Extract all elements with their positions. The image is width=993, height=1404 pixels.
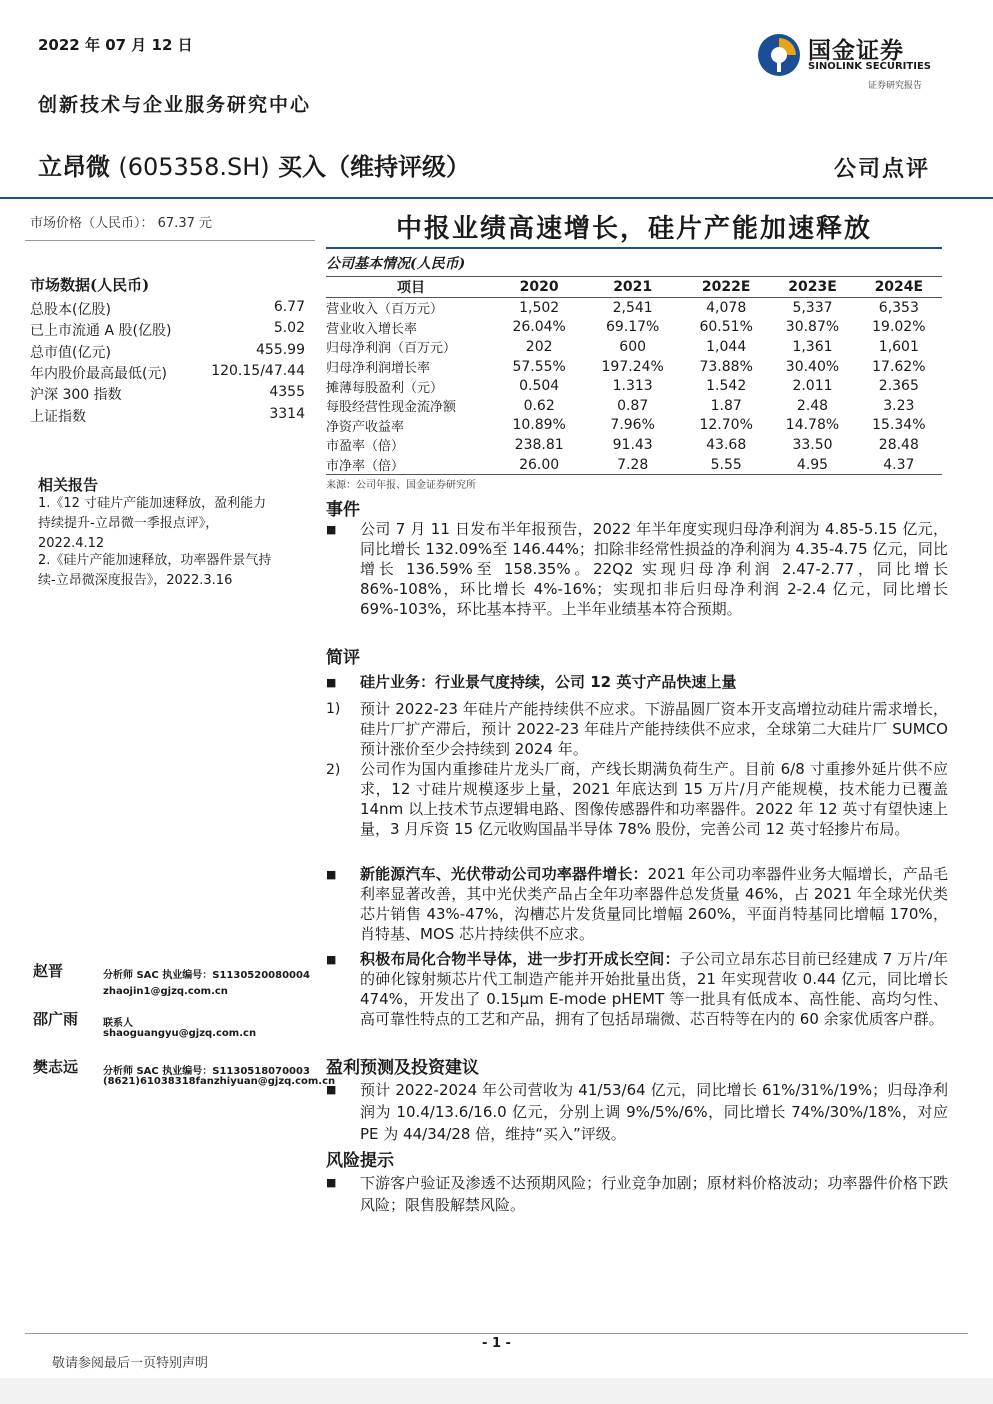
market-row — [30, 299, 305, 319]
table-cell: 2.365 — [878, 378, 919, 395]
bullet-icon: ■ — [326, 523, 337, 536]
market-row — [30, 363, 305, 383]
table-cell: 7.28 — [582, 455, 683, 475]
table-row — [326, 376, 942, 396]
table-row-label: 市盈率（倍） — [326, 439, 405, 455]
bullet-icon: ■ — [326, 1176, 337, 1189]
logo-mark-icon — [756, 32, 802, 78]
table-cell: 26.04% — [512, 319, 566, 336]
power-paragraph — [360, 864, 948, 944]
power-lead: 新能源汽车、光伏带动公司功率器件增长： — [360, 865, 648, 883]
table-cell: 4.95 — [769, 455, 855, 475]
table-cell: 19.02% — [872, 319, 926, 336]
department-name: 创新技术与企业服务研究中心 — [38, 94, 312, 116]
table-cell: 5.55 — [683, 455, 769, 475]
comment-title: 简评 — [326, 648, 360, 668]
table-cell: 2.48 — [796, 397, 829, 414]
table-cell: 600 — [619, 338, 647, 355]
table-cell: 15.34% — [872, 417, 926, 434]
event-text: 公司 7 月 11 日发布半年报预告，2022 年半年度实现归母净利润为 4.85-5.15 亿元，同比增长 132.09%至 146.44%；扣除非经常性损益的净利润为 4.35-4.75 亿元，同比增长 136.59%至 158.35%。22Q2 实现归母净利润 2.47-2.77，同比增长 86%-108%，环比增长 4%-16%；实现扣非后归母净利润 2-2.4 亿元，同比增长 69%-103%，环比基本持平。上半年业绩基本符合预期。 — [360, 520, 948, 618]
table-cell: 30.87% — [785, 319, 840, 336]
table-row — [326, 455, 942, 475]
list-number: 1) — [326, 701, 341, 717]
compound-text: 子公司立昂东芯目前已经建成 7 万片/年的砷化镓射频芯片代工制造产能并开始批量出货，21 年实现营收 0.44 亿元，同比增长 474%，开发出了 0.15μm E-mode pHEMT 等一批具有低成本、高性能、高均匀性、高可靠性特点的工艺和产品，拥有了包括昂瑞微、芯百特等在内的 60 余家优质客户群。 — [360, 950, 948, 1028]
table-cell: 91.43 — [612, 436, 653, 453]
risk-title: 风险提示 — [326, 1151, 394, 1171]
wafer-point-2: 公司作为国内重掺硅片龙头厂商，产线长期满负荷生产。目前 6/8 寸重掺外延片供不应求，12 寸硅片规模逐步上量，2021 年底达到 15 万片/月产能规模，技术能力已覆盖 14nm 以上技术节点逻辑电路、图像传感器件和功率器件。2022 年 12 英寸有望快速上量，3 月斥资 15 亿元收购国晶半导体 78% 股份，完善公司 12 英寸轻掺片布局。 — [360, 760, 948, 838]
table-cell: 197.24% — [601, 358, 664, 375]
table-row — [326, 298, 942, 318]
table-row-label: 归母净利润增长率 — [326, 361, 431, 377]
compound-lead: 积极布局化合物半导体，进一步打开成长空间： — [360, 950, 680, 968]
bullet-icon: ■ — [326, 1083, 337, 1096]
market-row-value: 455.99 — [256, 342, 305, 358]
table-cell: 1,361 — [792, 338, 833, 355]
table-header: 2023E — [769, 277, 855, 298]
table-cell: 2.011 — [792, 378, 833, 395]
table-cell: 1,601 — [878, 338, 919, 355]
rating: 买入（维持评级） — [277, 153, 470, 181]
table-cell: 5,337 — [792, 299, 833, 316]
table-cell: 14.78% — [785, 417, 840, 434]
table-row-label: 营业收入增长率 — [326, 321, 418, 337]
page-number: - 1 - — [482, 1336, 511, 1351]
stock-code: (605358.SH) — [118, 153, 270, 181]
risk-text: 下游客户验证及渗透不达预期风险；行业竞争加剧；原材料价格波动；功率器件价格下跌风险；限售股解禁风险。 — [360, 1174, 948, 1214]
market-row-label: 年内股价最高最低(元) — [30, 366, 167, 382]
table-row-label: 归母净利润（百万元） — [326, 341, 457, 357]
analyst-contact[interactable]: (8621)61038318fanzhiyuan@gjzq.com.cn — [103, 1076, 336, 1087]
market-row-value: 5.02 — [273, 320, 305, 336]
market-row — [30, 384, 305, 404]
disclaimer-note: 敬请参阅最后一页特别声明 — [52, 1356, 209, 1371]
wafer-point-1: 预计 2022-23 年硅片产能持续供不应求。下游晶圆厂资本开支高增拉动硅片需求增长，硅片厂扩产滞后，预计 2022-23 年硅片产能持续供不应求，全球第二大硅片厂 SUMCO 预计涨价至少会持续到 2024 年。 — [360, 700, 948, 758]
related-report-line: 续-立昂微深度报告》，2022.3.16 — [38, 573, 233, 588]
analyst-sac: 分析师 SAC 执业编号：S1130520080004 — [103, 970, 310, 981]
table-cell: 30.40% — [785, 358, 840, 375]
table-cell: 1.542 — [706, 378, 747, 395]
market-row-label: 总市值(亿元) — [30, 345, 111, 361]
market-price-value: 67.37 元 — [157, 216, 213, 231]
table-header: 2020 — [496, 277, 582, 298]
table-cell: 0.504 — [519, 378, 560, 395]
sidebar-divider — [25, 240, 315, 241]
stock-name: 立昂微 — [38, 153, 110, 181]
footer-band — [0, 1378, 993, 1404]
table-header: 项目 — [326, 277, 496, 298]
table-cell: 10.89% — [512, 417, 566, 434]
table-cell: 238.81 — [514, 436, 564, 453]
report-date: 2022 年 07 月 12 日 — [38, 36, 193, 54]
table-row-label: 营业收入（百万元） — [326, 302, 444, 318]
related-report-date: 2022.4.12 — [38, 536, 105, 551]
table-cell: 7.96% — [610, 417, 655, 434]
market-row — [30, 342, 305, 362]
related-reports-title: 相关报告 — [38, 476, 99, 494]
related-report-line: 持续提升-立昂微一季报点评》， — [38, 516, 219, 531]
header-divider — [0, 197, 993, 199]
market-row-label: 已上市流通 A 股(亿股) — [30, 323, 172, 339]
table-cell: 33.50 — [792, 436, 833, 453]
table-cell: 3.23 — [883, 397, 915, 414]
market-row-value: 3314 — [269, 406, 305, 422]
analyst-email[interactable]: shaoguangyu@gjzq.com.cn — [103, 1028, 257, 1039]
table-row-label: 摊薄每股盈利（元） — [326, 380, 444, 396]
sinolink-logo — [756, 28, 946, 98]
related-report-link[interactable] — [38, 551, 310, 591]
footer-divider — [25, 1333, 968, 1334]
market-row-value: 6.77 — [273, 299, 305, 315]
table-cell: 69.17% — [605, 319, 660, 336]
table-cell: 73.88% — [699, 358, 753, 375]
table-cell: 4,078 — [706, 299, 747, 316]
table-header: 2021 — [582, 277, 683, 298]
market-row-label: 沪深 300 指数 — [30, 387, 122, 403]
table-header-row — [326, 277, 942, 298]
bullet-icon: ■ — [326, 868, 337, 881]
table-cell: 28.48 — [878, 436, 919, 453]
analyst-role: 联系人 — [103, 1018, 133, 1029]
table-row-label: 每股经营性现金流净额 — [326, 400, 457, 416]
market-row-value: 120.15/47.44 — [211, 363, 305, 379]
table-row — [326, 357, 942, 377]
bullet-icon: ■ — [326, 676, 337, 689]
table-cell: 12.70% — [699, 417, 753, 434]
logo-text-en: SINOLINK SECURITIES — [808, 61, 931, 72]
market-price-label: 市场价格（人民币）： — [30, 216, 154, 231]
table-cell: 1,044 — [706, 338, 747, 355]
analyst-email[interactable]: zhaojin1@gjzq.com.cn — [103, 986, 228, 997]
table-title: 公司基本情况(人民币) — [326, 256, 466, 272]
market-row — [30, 320, 305, 340]
logo-subtitle: 证券研究报告 — [868, 81, 923, 91]
related-report-line: 1.《12 寸硅片产能加速释放，盈利能力 — [38, 496, 267, 511]
table-header: 2024E — [856, 277, 942, 298]
table-cell: 0.62 — [523, 397, 555, 414]
table-cell: 1,502 — [519, 299, 560, 316]
table-row — [326, 435, 942, 455]
market-price — [30, 212, 212, 231]
table-cell: 6,353 — [878, 299, 919, 316]
related-report-link[interactable] — [38, 494, 310, 551]
bullet-icon: ■ — [326, 953, 337, 966]
forecast-text: 预计 2022-2024 年公司营收为 41/53/64 亿元，同比增长 61%/31%/19%；归母净利润为 10.4/13.6/16.0 亿元，分别上调 9%/5%/6%，同比增长 74%/30%/18%，对应 PE 为 44/34/28 倍，维持“买入”评级。 — [360, 1081, 948, 1143]
power-text: 2021 年公司功率器件业务大幅增长，产品毛利率显著改善，其中光伏类产品占全年功率器件总发货量 46%，占 2021 年全球光伏类芯片销售 43%-47%，沟槽芯片发货量同比增幅 260%，平面肖特基同比增幅 170%，肖特基、MOS 芯片持续供不应求。 — [360, 865, 948, 943]
report-headline: 中报业绩高速增长，硅片产能加速释放 — [395, 214, 872, 244]
table-cell: 1.87 — [710, 397, 742, 414]
forecast-title: 盈利预测及投资建议 — [326, 1058, 479, 1078]
table-cell: 202 — [525, 338, 553, 355]
market-row-label: 总股本(亿股) — [30, 302, 111, 318]
compound-paragraph — [360, 949, 948, 1029]
event-title: 事件 — [326, 500, 360, 520]
table-row — [326, 416, 942, 436]
table-row-label: 净资产收益率 — [326, 419, 405, 435]
list-number: 2) — [326, 762, 341, 778]
logo-text-cn: 国金证券 — [808, 38, 904, 64]
report-type: 公司点评 — [834, 156, 931, 182]
table-cell: 0.87 — [617, 397, 649, 414]
table-cell: 57.55% — [512, 358, 566, 375]
table-cell: 26.00 — [496, 455, 582, 475]
market-row-value: 4355 — [269, 384, 305, 400]
table-cell: 1.313 — [612, 378, 653, 395]
table-cell: 2,541 — [612, 299, 653, 316]
market-row-label: 上证指数 — [30, 409, 86, 425]
table-row — [326, 318, 942, 338]
table-cell: 60.51% — [699, 319, 753, 336]
table-row — [326, 396, 942, 416]
table-cell: 4.37 — [856, 455, 942, 475]
table-source: 来源：公司年报、国金证券研究所 — [326, 480, 476, 491]
headline-divider — [326, 247, 942, 249]
table-header: 2022E — [683, 277, 769, 298]
financial-table — [326, 277, 942, 475]
table-row-label: 市净率（倍） — [326, 455, 496, 475]
market-data-title: 市场数据(人民币) — [30, 276, 150, 294]
analyst-name: 赵晋 — [33, 962, 64, 980]
stock-title — [38, 147, 470, 182]
analyst-sac: 分析师 SAC 执业编号：S1130518070003 — [103, 1066, 310, 1077]
market-row — [30, 406, 305, 426]
analyst-name: 邵广雨 — [33, 1010, 79, 1028]
wafer-subtitle: 硅片业务：行业景气度持续，公司 12 英寸产品快速上量 — [360, 673, 737, 691]
table-row — [326, 337, 942, 357]
analyst-name: 樊志远 — [33, 1058, 79, 1076]
related-report-line: 2.《硅片产能加速释放，功率器件景气持 — [38, 553, 272, 568]
table-cell: 43.68 — [706, 436, 747, 453]
table-cell: 17.62% — [872, 358, 926, 375]
